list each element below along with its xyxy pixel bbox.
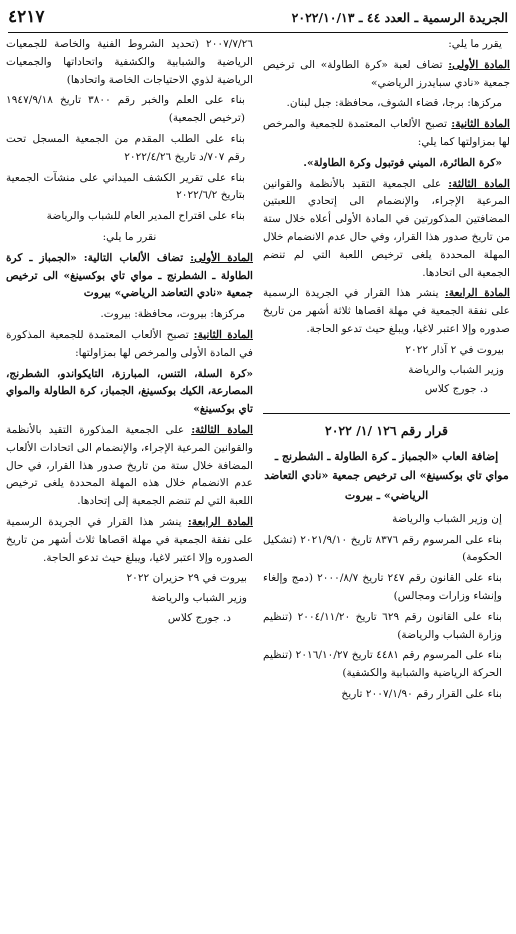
article-2-text: تصبح الألعاب المعتمدة للجمعية المذكورة في المادة الأولى والمرخص لها بمزاولتها:	[6, 328, 253, 359]
signature: د. جورج كلاس	[424, 383, 488, 396]
page-header	[8, 6, 508, 33]
article-1-label: المادة الأولى:	[190, 251, 253, 264]
recital: بناء على القانون رقم ٦٢٩ تاريخ ٢٠٠٤/١١/٢٠ (تنظيم وزارة الشباب والرياضة)	[263, 610, 502, 641]
article-2-label: المادة الثانية:	[451, 118, 510, 131]
recital: بناء على اقتراح المدير العام للشباب والرياضة	[46, 210, 245, 223]
minister-title: وزير الشباب والرياضة	[408, 363, 504, 376]
location-line: مركزها: بيروت، محافظة: بيروت.	[100, 308, 245, 321]
article-4-label: المادة الرابعة:	[444, 287, 510, 300]
article-1-text: تضاف الألعاب التالية: «الجمباز ـ كرة الطاولة ـ الشطرنج ـ مواي تاي بوكسينغ» الى ترخيص جمعية «نادي التعاضد الرياضي» بيروت	[6, 251, 253, 300]
recital: بناء على القانون رقم ٢٤٧ تاريخ ٢٠٠٠/٨/٧ (دمج وإلغاء وإنشاء وزارات ومجالس)	[263, 572, 502, 603]
signature: د. جورج كلاس	[167, 611, 231, 624]
article-4	[6, 514, 253, 567]
minister-title: وزير الشباب والرياضة	[151, 592, 247, 605]
article-1	[6, 250, 253, 303]
article-4-text: ينشر هذا القرار في الجريدة الرسمية على نفقة الجمعية في مهلة اقصاها ثلاثة أشهر من تاريخ صدوره وإلا اعتبر لاغيا، ويبلغ حيث تدعو الحاجة.	[263, 287, 510, 335]
decision-heading: قرار رقم ١٢٦ /١/ ٢٠٢٢	[263, 413, 510, 441]
article-3-label: المادة الثالثة:	[448, 177, 510, 190]
recital-continued: ٢٠٠٧/٧/٢٦ (تحديد الشروط الفنية والخاصة للجمعيات الرياضية والشبابية والكشفية واتحاداتها والجمعيات الرياضية لذوي الاحتياجات الخاصة واتحادها)	[6, 38, 253, 86]
article-2	[263, 116, 510, 152]
date-line: بيروت في ٢ آذار ٢٠٢٢	[405, 343, 504, 356]
gazette-title: الجريدة الرسمية ـ العدد ٤٤ ـ ٢٠٢٢/١٠/١٣	[291, 9, 508, 25]
decision-title: إضافة العاب «الجمباز ـ كرة الطاولة ـ الشطرنج ـ مواي تاي بوكسينغ» الى ترخيص جمعية «نادي التعاضد الرياضي» ـ بيروت	[264, 450, 509, 502]
article-3-text: على الجمعية التقيد بالأنظمة والقوانين المرعية الإجراء، والإنضمام الى إتحادي اللعبتين المضافتين المذكورتين في المادة الأولى أعلاه خلال ستة من تاريخ صدور هذا القرار، وفي حال عدم الانضمام خلال المهلة المحددة يلغى ترخيص اللعبة التي لم تنضم الجمعية الى اتحادها.	[263, 177, 510, 279]
article-3-text: على الجمعية المذكورة التقيد بالأنظمة والقوانين المرعية الإجراء، والإنضمام الى اتحادات الألعاب المضافة خلال ستة من تاريخ صدور هذا القرار، في حال عدم الانضمام خلال هذه المهلة المحددة يلغى ترخيص اللعبة التي لم تنضم الجمعية إلى إتحادها.	[6, 423, 253, 508]
decides-line: نقرر ما يلي:	[102, 230, 157, 243]
article-4-text: ينشر هذا القرار في الجريدة الرسمية على نفقة الجمعية في مهلة اقصاها ثلاث أشهر من تاريخ الصدوره وإلا اعتبر لاغيا، ويبلغ حيث تدعو الحاجة.	[6, 515, 253, 564]
article-3	[263, 176, 510, 283]
recital: بناء على القرار رقم ٢٠٠٧/١/٩٠ تاريخ	[341, 688, 502, 701]
article-1-text: تضاف لعبة «كرة الطاولة» الى ترخيص جمعية «نادي سبايدرز الرياضي»	[263, 58, 510, 89]
recital: بناء على العلم والخبر رقم ٣٨٠٠ تاريخ ١٩٤٧/٩/١٨ (ترخيص الجمعية)	[6, 94, 245, 125]
article-2	[6, 327, 253, 363]
article-3	[6, 422, 253, 511]
recital: بناء على المرسوم رقم ٤٤٨١ تاريخ ٢٠١٦/١٠/٢٧ (تنظيم الحركة الرياضية والشبابية والكشفية)	[263, 649, 502, 680]
article-3-label: المادة الثالثة:	[191, 423, 253, 436]
article-4-label: المادة الرابعة:	[187, 515, 253, 528]
article-2-label: المادة الثانية:	[193, 328, 253, 341]
recital: بناء على تقرير الكشف الميداني على منشآت الجمعية بتاريخ ٢٠٢٢/٦/٢	[6, 171, 245, 202]
two-column-body	[6, 36, 510, 928]
recital: بناء على المرسوم رقم ٨٣٧٦ تاريخ ٢٠٢١/٩/١٠ (تشكيل الحكومة)	[263, 533, 502, 564]
recital: بناء على الطلب المقدم من الجمعية المسجل تحت رقم ٧٠٧/د تاريخ ٢٠٢٢/٤/٢٦	[6, 132, 245, 163]
left-column	[6, 36, 253, 928]
date-line: بيروت في ٢٩ حزيران ٢٠٢٢	[126, 572, 247, 585]
right-column	[263, 36, 510, 928]
article-1	[263, 57, 510, 93]
games-list: «كرة الطائرة، الميني فوتبول وكرة الطاولة».	[303, 156, 502, 169]
article-2-text: تصبح الألعاب المعتمدة للجمعية والمرخص لها بمزاولتها كما يلي:	[263, 118, 510, 148]
article-4	[263, 285, 510, 338]
minister-intro: إن وزير الشباب والرياضة	[392, 512, 502, 525]
article-1-label: المادة الأولى:	[448, 58, 510, 71]
page-number: ٤٢١٧	[8, 7, 45, 27]
location-line: مركزها: برجا، قضاء الشوف، محافظة: جبل لبنان.	[286, 97, 502, 110]
games-list: «كرة السلة، التنس، المبارزة، التايكواندو، الشطرنج، المصارعة، الكيك بوكسينغ، الجمباز، كرة الطاولة والمواي تاي بوكسينغ»	[6, 367, 253, 416]
decides-line: يقرر ما يلي:	[448, 38, 502, 50]
